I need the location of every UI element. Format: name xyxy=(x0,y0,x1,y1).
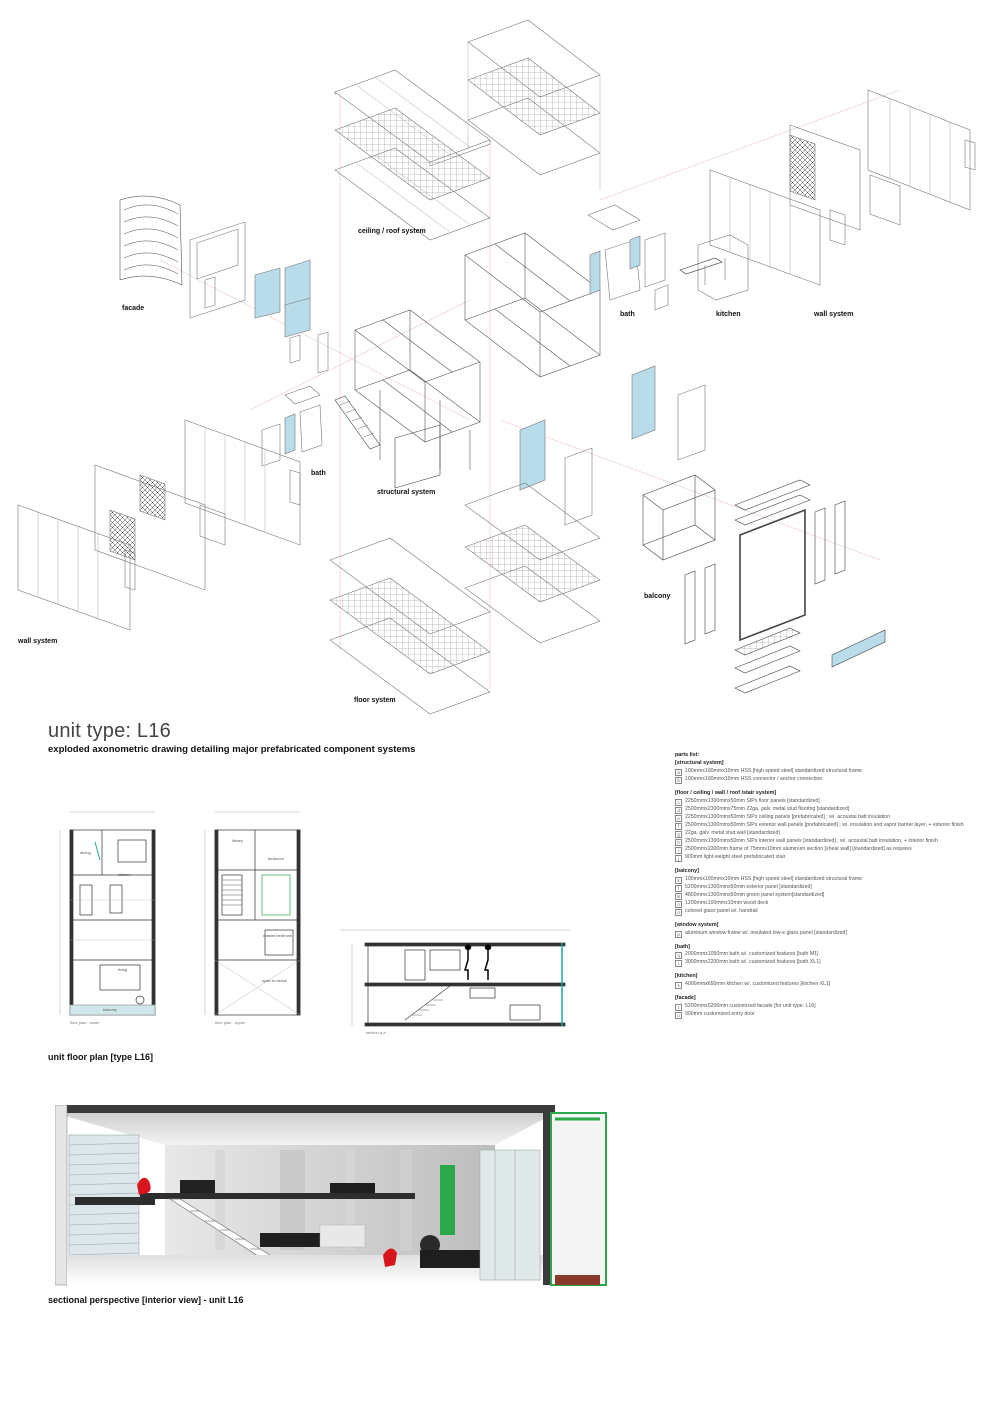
parts-group-heading: [structural system] xyxy=(675,759,724,766)
part-description: 100mmx100mmx10mm HSS [high speed steel] standardized structural frame xyxy=(685,875,863,882)
parts-list xyxy=(675,752,995,1025)
parts-list-item xyxy=(675,854,995,862)
parts-list-item xyxy=(675,830,995,838)
parts-list-item xyxy=(675,838,995,846)
section-drawing xyxy=(340,930,570,1026)
parts-list-item xyxy=(675,798,995,806)
plan1-room-living: living xyxy=(118,967,128,972)
bath-component-mid xyxy=(262,386,322,466)
part-description: 2500mmx2300mmx75mm 22ga. galv. metal stud flooring [standardized] xyxy=(685,805,850,812)
label-facade: facade xyxy=(122,305,145,312)
part-description: 1200mmx100mmx10mm wood deck xyxy=(685,899,769,906)
parts-list-item xyxy=(675,930,995,938)
part-code-tag: a xyxy=(675,769,682,776)
part-description: 22ga. galv. metal stud wall [standardized] xyxy=(685,829,780,836)
part-code-tag: h xyxy=(675,839,682,846)
plan1-room-dining: dining xyxy=(80,850,91,855)
plan-upper xyxy=(205,812,300,1015)
page-title: unit type: L16 xyxy=(48,720,171,742)
floor-plan-caption: unit floor plan [type L16] xyxy=(48,1052,153,1062)
perspective-caption: sectional perspective [interior view] - unit L16 xyxy=(48,1295,244,1305)
parts-list-item xyxy=(675,959,995,967)
parts-list-item xyxy=(675,776,995,784)
part-description: 100mmx100mmx10mm HSS connector / anchor connection xyxy=(685,775,823,782)
part-code-tag: t xyxy=(675,1004,682,1011)
balcony-component xyxy=(643,475,885,693)
section-subcaption: section a-a xyxy=(366,1030,386,1035)
part-description: colored glass panel w/. handrail xyxy=(685,907,758,914)
parts-list-item xyxy=(675,981,995,989)
part-code-tag: u xyxy=(675,1012,682,1019)
parts-list-item xyxy=(675,900,995,908)
parts-list-item xyxy=(675,908,995,916)
parts-list-item xyxy=(675,951,995,959)
parts-list-item xyxy=(675,876,995,884)
label-bath-mid: bath xyxy=(311,470,326,477)
label-kitchen: kitchen xyxy=(716,311,741,318)
parts-groups xyxy=(675,760,995,1025)
part-code-tag: j xyxy=(675,855,682,862)
part-description: 100mmx100mmx10mm HSS [high speed steel] standardized structural frame xyxy=(685,767,863,774)
label-ceiling-roof-system: ceiling / roof system xyxy=(358,228,426,235)
part-code-tag: m xyxy=(676,893,681,899)
part-description: 900mm customized entry door xyxy=(685,1011,755,1018)
kitchen-component xyxy=(680,235,748,300)
window-panel xyxy=(632,366,655,439)
structural-frame xyxy=(355,233,600,470)
window-panel xyxy=(520,420,545,490)
label-structural-system: structural system xyxy=(377,489,436,496)
parts-group-heading: [bath] xyxy=(675,943,690,950)
parts-list-item xyxy=(675,884,995,892)
label-wall-system-left: wall system xyxy=(18,638,58,645)
part-description: 2250mmx1300mmx50mm SIPs floor panels [standardized] xyxy=(685,797,820,804)
parts-list-item xyxy=(675,846,995,854)
part-code-tag: n xyxy=(675,901,682,908)
part-description: 3000mmx2200mm bath w/. customized features [bath XL1] xyxy=(685,959,821,966)
parts-group-heading: [window system] xyxy=(675,921,719,928)
parts-group-heading: [kitchen] xyxy=(675,973,698,980)
floor-panels-left xyxy=(330,538,490,714)
part-description: 2500mmx2300mm frame of 75mmx10mm aluminum section [shear wall] [standardized] as requires xyxy=(685,845,912,852)
parts-list-item xyxy=(675,892,995,900)
part-description: aluminum window frame w/. insulated low-e glass panel [standardized] xyxy=(685,929,847,936)
part-description: 2250mmx1300mmx50mm SIPs ceiling panels [prefabricated] ; w/. acoustal batt insulation xyxy=(685,813,891,820)
page-subtitle: exploded axonometric drawing detailing major prefabricated component systems xyxy=(48,744,416,755)
parts-group-spacer xyxy=(675,1019,995,1025)
part-code-tag: g xyxy=(675,831,682,838)
plan2-room-master-bedroom: master bedroom xyxy=(263,933,293,938)
plan2-room-bedroom: bedroom xyxy=(268,856,284,861)
part-code-tag: c xyxy=(675,799,682,806)
parts-list-item xyxy=(675,768,995,776)
ceiling-panels-right xyxy=(468,20,600,190)
label-wall-system-right: wall system xyxy=(814,311,854,318)
part-code-tag: q xyxy=(675,952,682,959)
plan1-room-balcony: balcony xyxy=(103,1007,117,1012)
plan1-room-kitchen: kitchen xyxy=(118,872,131,877)
stair-component xyxy=(335,396,440,488)
part-code-tag: k xyxy=(675,877,682,884)
sectional-perspective-render xyxy=(55,1105,615,1290)
parts-list-item xyxy=(675,806,995,814)
part-description: 5200mmx1300mmx50mm exterior panel [standardized] xyxy=(685,883,812,890)
plan2-room-library: library xyxy=(232,838,243,843)
wall-system-left xyxy=(18,420,300,630)
label-balcony: balcony xyxy=(644,593,671,600)
plan2-room-open-to-below: open to below xyxy=(262,978,287,983)
part-code-tag: d xyxy=(675,807,682,814)
part-code-tag: p xyxy=(675,931,682,938)
part-code-tag: o xyxy=(675,909,682,916)
part-description: 900mm light-weight steel prefabricated stair xyxy=(685,853,786,860)
part-code-tag: f xyxy=(675,823,682,830)
ceiling-panels-left xyxy=(335,70,490,240)
part-code-tag: l xyxy=(675,885,682,892)
part-description: 5200mmx5200mm customized facade [for unit type: L16] xyxy=(685,1003,816,1010)
wall-system-right xyxy=(710,90,975,285)
floor-panels-right xyxy=(465,483,600,643)
part-code-tag: b xyxy=(675,777,682,784)
part-description: 2500mmx1300mmx50mm SIPs interior wall panels [standardized] ; w/. acoustal batt insulation, + interior finish xyxy=(685,837,938,844)
parts-list-item xyxy=(675,814,995,822)
parts-group-heading: [facade] xyxy=(675,995,696,1002)
parts-group-heading: [floor / ceiling / wall / roof /stair system] xyxy=(675,789,777,796)
part-description: 4000mmx650mm kitchen w/. customized features [kitchen XL1] xyxy=(685,981,831,988)
parts-list-item xyxy=(675,822,995,830)
part-description: 2000mmx1050mm bath w/. customized features [bath M1] xyxy=(685,951,819,958)
parts-list-item xyxy=(675,1011,995,1019)
part-code-tag: e xyxy=(675,815,682,822)
part-code-tag: i xyxy=(675,847,682,854)
plan-lower xyxy=(60,812,155,1015)
part-description: 4800mmx1300mmx50mm green panel system[standardized] xyxy=(685,891,825,898)
part-description: 2500mmx1300mmx50mm SIPs exterior wall panels [prefabricated] ; w/. insulation and vapor barrier layer, + exterior finish xyxy=(685,821,964,828)
plan2-subcaption: floor plan - upper xyxy=(215,1020,246,1025)
facade-component xyxy=(120,196,328,373)
label-bath-top: bath xyxy=(620,311,635,318)
parts-list-heading: parts list: xyxy=(675,752,700,758)
floor-plans-drawing xyxy=(40,800,580,1040)
plan1-subcaption: floor plan - lower xyxy=(70,1020,100,1025)
label-floor-system: floor system xyxy=(354,697,396,704)
part-code-tag: r xyxy=(675,960,682,967)
parts-group-heading: [balcony] xyxy=(675,867,699,874)
parts-list-item xyxy=(675,1003,995,1011)
part-code-tag: s xyxy=(675,982,682,989)
